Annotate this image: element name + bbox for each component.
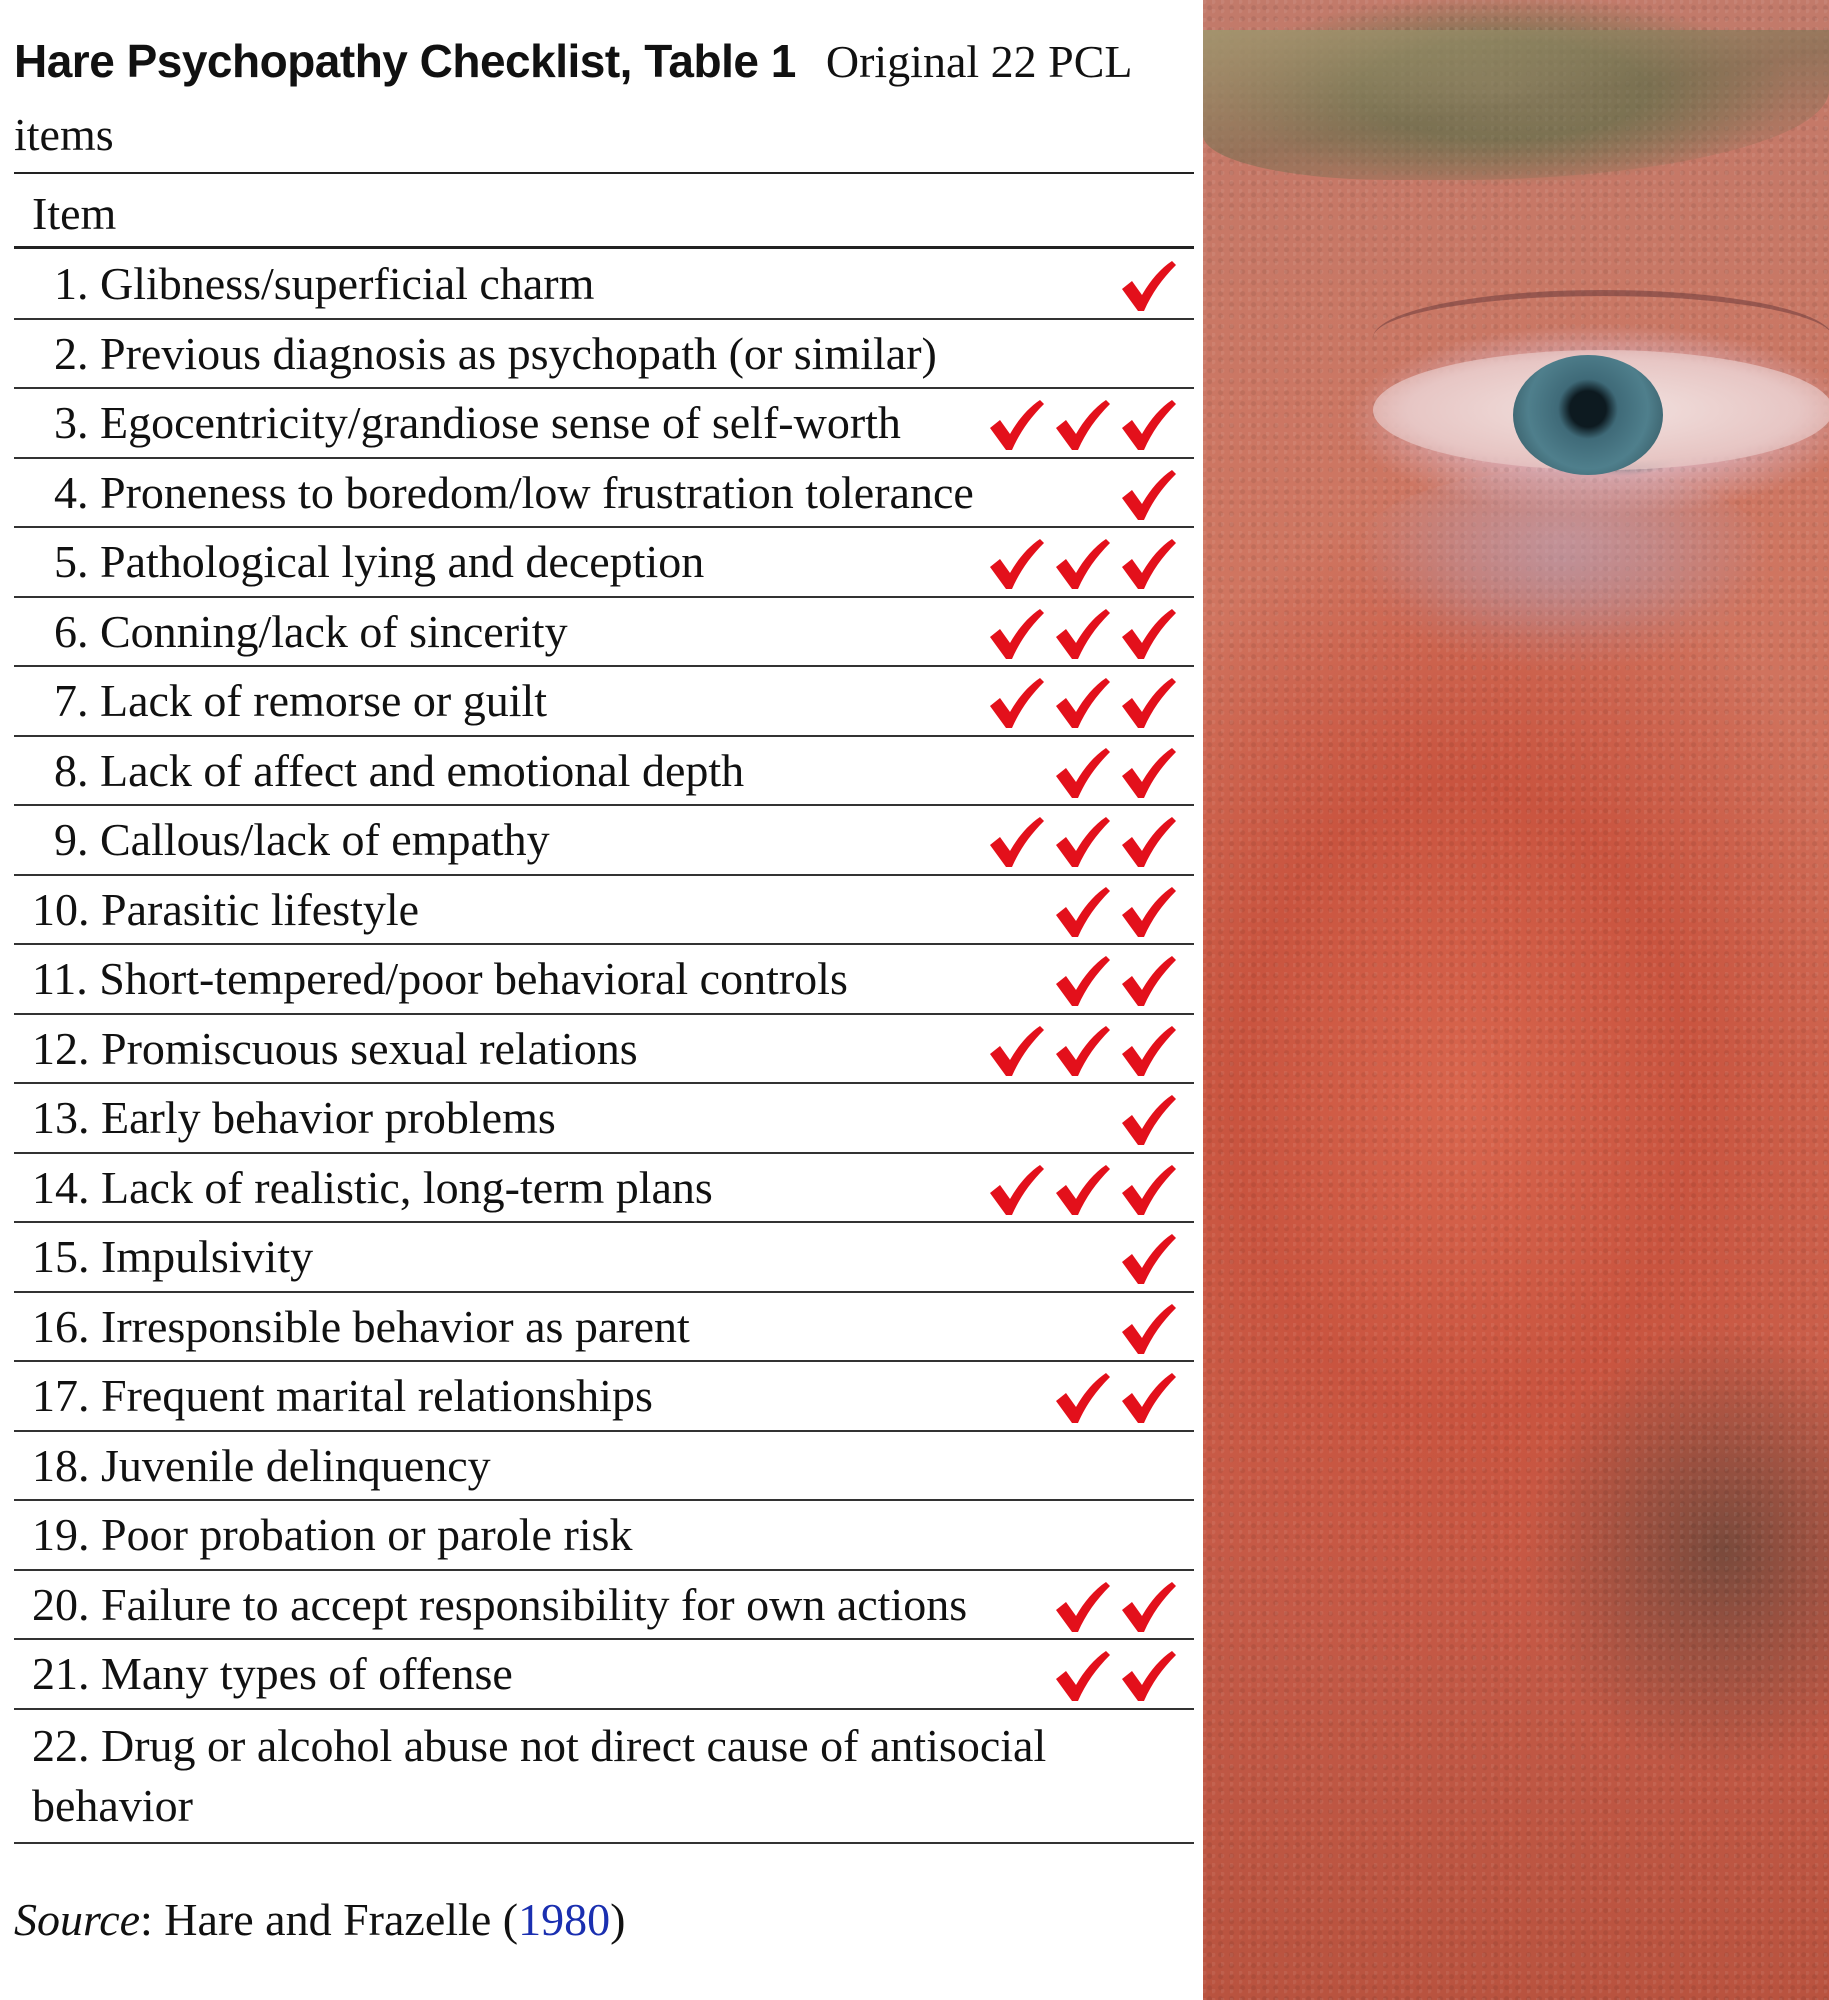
item-number: 11. xyxy=(32,953,88,1004)
item-number: 5. xyxy=(54,536,89,587)
item-number: 19. xyxy=(32,1509,90,1560)
check-marks xyxy=(986,397,1178,453)
checkmark-icon xyxy=(1118,398,1178,452)
checkmark-icon xyxy=(1118,259,1178,313)
checkmark-icon xyxy=(1052,1371,1112,1425)
item-text: Callous/lack of empathy xyxy=(100,814,550,865)
table-caption-line2: items xyxy=(14,109,114,160)
checklist-row-13 xyxy=(14,1084,1194,1154)
checkmark-icon xyxy=(1118,815,1178,869)
checklist-row-5 xyxy=(14,528,1194,598)
item-text: Glibness/superficial charm xyxy=(100,258,595,309)
item-number: 15. xyxy=(32,1231,90,1282)
source-year-link[interactable]: 1980 xyxy=(518,1894,611,1945)
checkmark-icon xyxy=(1052,1024,1112,1078)
item-number: 8. xyxy=(54,744,89,796)
item-number: 20. xyxy=(32,1578,90,1630)
checklist-item-label xyxy=(32,1090,1182,1146)
check-marks xyxy=(986,1162,1178,1218)
item-number: 16. xyxy=(32,1300,90,1352)
checklist-item-label xyxy=(32,1229,1182,1285)
checkmark-icon xyxy=(986,537,1046,591)
column-header-item: Item xyxy=(32,188,117,239)
item-text: Pathological lying and deception xyxy=(100,536,705,587)
item-text: Lack of affect and emotional depth xyxy=(100,744,745,796)
item-text: Lack of remorse or guilt xyxy=(100,675,548,726)
checklist-row-16 xyxy=(14,1293,1194,1363)
item-text: Irresponsible behavior as parent xyxy=(101,1300,690,1352)
checklist-row-3 xyxy=(14,389,1194,459)
checkmark-icon xyxy=(1118,1580,1178,1634)
item-number: 2. xyxy=(54,327,89,379)
checklist-row-12 xyxy=(14,1015,1194,1085)
check-marks xyxy=(1052,1579,1178,1635)
check-marks xyxy=(986,536,1178,592)
checkmark-icon xyxy=(1118,607,1178,661)
item-text: Poor probation or parole risk xyxy=(101,1509,633,1560)
item-number: 18. xyxy=(32,1439,90,1491)
checklist-row-11 xyxy=(14,945,1194,1015)
checkmark-icon xyxy=(986,815,1046,869)
item-number: 17. xyxy=(32,1370,90,1421)
item-number: 9. xyxy=(54,814,89,865)
item-number: 14. xyxy=(32,1161,90,1213)
item-number: 6. xyxy=(54,605,89,657)
checkmark-icon xyxy=(1118,1232,1178,1286)
item-text: Parasitic lifestyle xyxy=(101,883,420,935)
checklist-row-10 xyxy=(14,876,1194,946)
item-text: Short-tempered/poor behavioral controls xyxy=(99,953,848,1004)
item-text: Drug or alcohol abuse not direct cause of antisocial behavior xyxy=(32,1719,1047,1831)
checkmark-icon xyxy=(1052,1649,1112,1703)
checkmark-icon xyxy=(1118,954,1178,1008)
checklist-item-label xyxy=(32,1716,1172,1836)
checklist-item-label xyxy=(32,326,1182,382)
checkmark-icon xyxy=(1052,537,1112,591)
item-text: Impulsivity xyxy=(101,1231,314,1282)
checkmark-icon xyxy=(1052,607,1112,661)
item-text: Lack of realistic, long-term plans xyxy=(101,1161,713,1213)
checkmark-icon xyxy=(1118,676,1178,730)
checkmark-icon xyxy=(1052,954,1112,1008)
checklist-item-label xyxy=(32,1646,1182,1702)
table-caption-line1: Original 22 PCL xyxy=(825,36,1133,87)
checkmark-icon xyxy=(1118,1302,1178,1356)
checklist-item-label xyxy=(32,1299,1182,1355)
check-marks xyxy=(986,1023,1178,1079)
checklist-row-4 xyxy=(14,459,1194,529)
checklist-row-9 xyxy=(14,806,1194,876)
item-text: Frequent marital relationships xyxy=(101,1370,653,1421)
item-number: 13. xyxy=(32,1092,90,1143)
checklist-item-label xyxy=(32,465,1182,521)
checklist-item-label xyxy=(32,256,1182,312)
source-close: ) xyxy=(610,1894,626,1945)
checklist-row-15 xyxy=(14,1223,1194,1293)
check-marks xyxy=(1118,1231,1178,1287)
checklist-item-label xyxy=(32,743,1182,799)
item-number: 10. xyxy=(32,883,90,935)
check-marks xyxy=(986,675,1178,731)
checklist-row-20 xyxy=(14,1571,1194,1641)
check-marks xyxy=(1118,258,1178,314)
item-text: Conning/lack of sincerity xyxy=(100,605,568,657)
check-marks xyxy=(1052,1648,1178,1704)
checkmark-icon xyxy=(986,676,1046,730)
checkmark-icon xyxy=(1118,1024,1178,1078)
checklist-row-1 xyxy=(14,250,1194,320)
check-marks xyxy=(1052,1370,1178,1426)
item-number: 22. xyxy=(32,1719,90,1771)
item-number: 3. xyxy=(54,397,89,448)
checklist-row-8 xyxy=(14,737,1194,807)
item-text: Early behavior problems xyxy=(101,1092,556,1143)
checklist-item-label xyxy=(32,951,1182,1007)
checklist-row-18 xyxy=(14,1432,1194,1502)
item-text: Proneness to boredom/low frustration tolerance xyxy=(100,466,974,518)
item-number: 7. xyxy=(54,675,89,726)
header-rule xyxy=(14,246,1194,249)
checkmark-icon xyxy=(1118,1093,1178,1147)
checkmark-icon xyxy=(1052,746,1112,800)
item-number: 12. xyxy=(32,1022,90,1074)
source-label: Source xyxy=(14,1894,141,1945)
checkmark-icon xyxy=(986,1163,1046,1217)
face-photo xyxy=(1203,0,1829,2000)
checklist-item-label xyxy=(32,882,1182,938)
checklist-rows xyxy=(14,250,1194,1844)
checklist-item-label xyxy=(32,1577,1182,1633)
checkmark-icon xyxy=(1052,1163,1112,1217)
table-title-bold: Hare Psychopathy Checklist, Table 1 xyxy=(14,35,796,87)
check-marks xyxy=(1052,884,1178,940)
checklist-row-22 xyxy=(14,1710,1194,1844)
checklist-row-19 xyxy=(14,1501,1194,1571)
checklist-row-6 xyxy=(14,598,1194,668)
checkmark-icon xyxy=(1052,1580,1112,1634)
check-marks xyxy=(986,606,1178,662)
source-citation xyxy=(14,1890,625,1950)
checkmark-icon xyxy=(986,607,1046,661)
table-title xyxy=(14,30,1194,177)
checkmark-icon xyxy=(1118,1649,1178,1703)
checkmark-icon xyxy=(1118,1163,1178,1217)
checkmark-icon xyxy=(1052,815,1112,869)
item-text: Promiscuous sexual relations xyxy=(101,1022,638,1074)
item-text: Many types of offense xyxy=(101,1648,513,1699)
checkmark-icon xyxy=(1052,398,1112,452)
checklist-row-2 xyxy=(14,320,1194,390)
item-text: Previous diagnosis as psychopath (or similar) xyxy=(100,327,937,379)
check-marks xyxy=(1052,953,1178,1009)
checkmark-icon xyxy=(1118,885,1178,939)
checklist-row-21 xyxy=(14,1640,1194,1710)
top-rule xyxy=(14,172,1194,174)
check-marks xyxy=(1118,467,1178,523)
checkmark-icon xyxy=(986,1024,1046,1078)
checkmark-icon xyxy=(1118,468,1178,522)
item-text: Egocentricity/grandiose sense of self-worth xyxy=(100,397,901,448)
checklist-item-label xyxy=(32,1368,1182,1424)
item-number: 1. xyxy=(54,258,89,309)
checkmark-icon xyxy=(1052,885,1112,939)
checkmark-icon xyxy=(1052,676,1112,730)
check-marks xyxy=(1052,745,1178,801)
check-marks xyxy=(986,814,1178,870)
check-marks xyxy=(1118,1301,1178,1357)
item-number: 21. xyxy=(32,1648,90,1699)
checklist-row-14 xyxy=(14,1154,1194,1224)
checklist-item-label xyxy=(32,1507,1182,1563)
eyelid xyxy=(1373,290,1829,386)
item-text: Juvenile delinquency xyxy=(101,1439,491,1491)
under-eye xyxy=(1353,470,1773,640)
checklist-row-17 xyxy=(14,1362,1194,1432)
item-number: 4. xyxy=(54,466,89,518)
item-text: Failure to accept responsibility for own actions xyxy=(101,1578,968,1630)
checkmark-icon xyxy=(1118,1371,1178,1425)
checklist-item-label xyxy=(32,1438,1182,1494)
check-marks xyxy=(1118,1092,1178,1148)
checkmark-icon xyxy=(1118,537,1178,591)
checkmark-icon xyxy=(986,398,1046,452)
checklist-row-7 xyxy=(14,667,1194,737)
source-text: : Hare and Frazelle ( xyxy=(140,1894,519,1945)
checkmark-icon xyxy=(1118,746,1178,800)
